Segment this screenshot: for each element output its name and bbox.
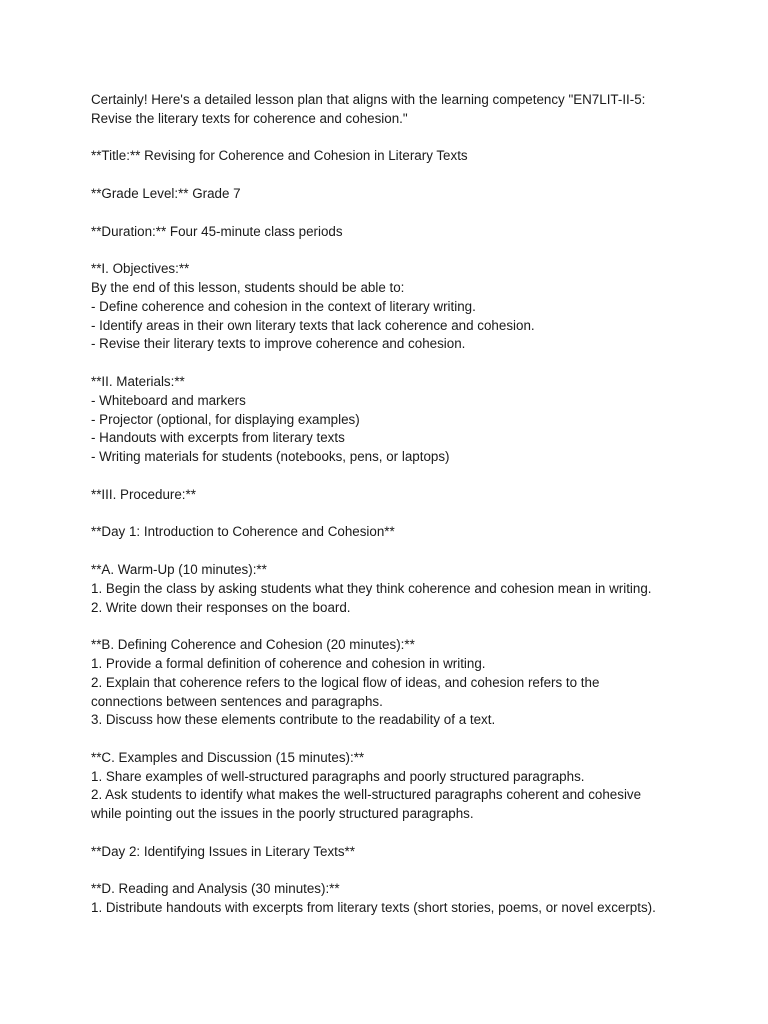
list-item: connections between sentences and paragraphs. [91, 693, 383, 709]
intro-paragraph [91, 91, 711, 129]
examples-section [91, 749, 711, 824]
subsection-heading: **B. Defining Coherence and Cohesion (20 minutes):** [91, 637, 415, 653]
section-heading: **III. Procedure:** [91, 486, 196, 502]
duration-field [91, 223, 711, 242]
grade-field [91, 185, 711, 204]
subsection-heading: **D. Reading and Analysis (30 minutes):** [91, 881, 340, 897]
list-item: - Writing materials for students (notebooks, pens, or laptops) [91, 449, 450, 465]
intro-line: Certainly! Here's a detailed lesson plan that aligns with the learning competency "EN7LIT-II-5: [91, 92, 646, 107]
list-item: 2. Write down their responses on the board. [91, 599, 351, 615]
duration-line: **Duration:** Four 45-minute class periods [91, 223, 343, 239]
materials-section [91, 373, 711, 467]
list-item: - Revise their literary texts to improve coherence and cohesion. [91, 336, 466, 352]
procedure-section [91, 486, 711, 505]
list-item: 1. Distribute handouts with excerpts from literary texts (short stories, poems, or novel excerpts). [91, 900, 656, 916]
list-item: - Identify areas in their own literary texts that lack coherence and cohesion. [91, 317, 535, 333]
objectives-section [91, 260, 711, 354]
section-heading: **I. Objectives:** [91, 261, 190, 277]
section-heading: **II. Materials:** [91, 373, 185, 389]
defining-section [91, 636, 711, 730]
title-field [91, 147, 711, 166]
list-item: 2. Ask students to identify what makes the well-structured paragraphs coherent and cohesive [91, 787, 642, 803]
list-item: - Handouts with excerpts from literary texts [91, 430, 345, 446]
subsection-heading: **A. Warm-Up (10 minutes):** [91, 561, 267, 577]
day2-section [91, 843, 711, 862]
list-item: 1. Share examples of well-structured paragraphs and poorly structured paragraphs. [91, 768, 585, 784]
day-heading: **Day 2: Identifying Issues in Literary Texts** [91, 843, 355, 859]
list-item: 1. Provide a formal definition of coherence and cohesion in writing. [91, 655, 486, 671]
subsection-heading: **C. Examples and Discussion (15 minutes):** [91, 749, 365, 765]
day-heading: **Day 1: Introduction to Coherence and Cohesion** [91, 524, 395, 540]
list-item: - Whiteboard and markers [91, 392, 246, 408]
list-item: while pointing out the issues in the poorly structured paragraphs. [91, 806, 474, 822]
list-item: 1. Begin the class by asking students what they think coherence and cohesion mean in writing. [91, 580, 652, 596]
title-line: **Title:** Revising for Coherence and Cohesion in Literary Texts [91, 148, 468, 164]
warmup-section [91, 561, 711, 617]
day1-section [91, 523, 711, 542]
list-item: - Define coherence and cohesion in the context of literary writing. [91, 298, 476, 314]
list-item: 2. Explain that coherence refers to the logical flow of ideas, and cohesion refers to the [91, 674, 600, 690]
list-item: 3. Discuss how these elements contribute to the readability of a text. [91, 712, 496, 728]
list-item: - Projector (optional, for displaying examples) [91, 411, 360, 427]
intro-line: Revise the literary texts for coherence and cohesion." [91, 110, 408, 126]
reading-section [91, 880, 711, 918]
document-page [91, 91, 711, 937]
objectives-lead: By the end of this lesson, students should be able to: [91, 279, 405, 295]
grade-line: **Grade Level:** Grade 7 [91, 185, 241, 201]
